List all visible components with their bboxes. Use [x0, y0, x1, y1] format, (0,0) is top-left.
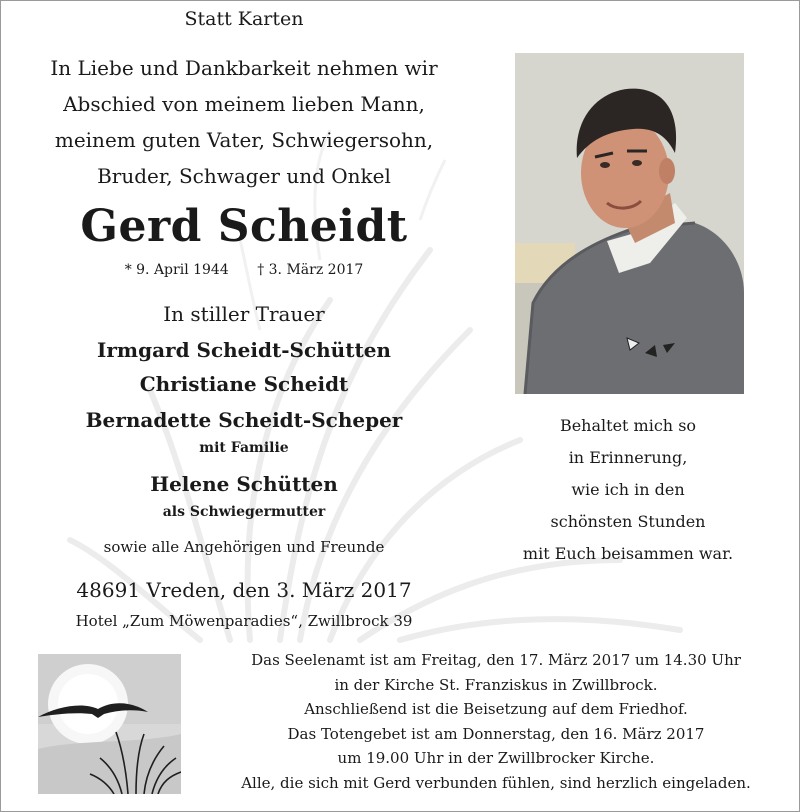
- intro-line: In Liebe und Dankbarkeit nehmen wir: [50, 56, 438, 80]
- quote-line: schönsten Stunden: [550, 512, 706, 531]
- death-date: † 3. März 2017: [257, 262, 364, 278]
- mourner-note: als Schwiegermutter: [162, 504, 326, 520]
- mourner-note: mit Familie: [199, 440, 289, 456]
- announcement-line: Das Seelenamt ist am Freitag, den 17. März 2017 um 14.30 Uhr: [251, 651, 741, 669]
- announcement-line: Anschließend ist die Beisetzung auf dem Friedhof.: [304, 700, 688, 718]
- intro-text: [14, 50, 474, 194]
- announcement-line: Das Totengebet ist am Donnerstag, den 16. März 2017: [287, 724, 705, 743]
- deceased-name: Gerd Scheidt: [80, 201, 408, 252]
- quote-line: wie ich in den: [571, 480, 685, 499]
- header-statt-karten: Statt Karten: [184, 8, 304, 30]
- mourner-name: Helene Schütten: [150, 472, 338, 496]
- funeral-announcement: [200, 648, 792, 795]
- mourning-intro: In stiller Trauer: [163, 302, 325, 326]
- mourner-name: Bernadette Scheidt-Scheper: [85, 408, 403, 432]
- place-date: 48691 Vreden, den 3. März 2017: [76, 578, 412, 602]
- mourner-name: Christiane Scheidt: [139, 372, 349, 396]
- quote: [506, 410, 750, 570]
- life-dates: [14, 262, 474, 278]
- mourner-name: Irmgard Scheidt-Schütten: [97, 338, 391, 362]
- portrait-photo: [515, 53, 744, 394]
- announcement-line: in der Kirche St. Franziskus in Zwillbrock.: [334, 675, 658, 694]
- quote-line: Behaltet mich so: [559, 416, 697, 435]
- others-line: sowie alle Angehörigen und Freunde: [103, 538, 385, 556]
- quote-line: in Erinnerung,: [568, 448, 688, 467]
- announcement-line: Alle, die sich mit Gerd verbunden fühlen, sind herzlich eingeladen.: [241, 773, 751, 792]
- intro-line: meinem guten Vater, Schwiegersohn,: [54, 128, 434, 152]
- address: Hotel „Zum Möwenparadies“, Zwillbrock 39: [75, 612, 413, 630]
- announcement-line: um 19.00 Uhr in der Zwillbrocker Kirche.: [337, 749, 655, 767]
- intro-line: Bruder, Schwager und Onkel: [97, 164, 391, 188]
- birth-date: * 9. April 1944: [124, 262, 229, 278]
- intro-line: Abschied von meinem lieben Mann,: [63, 92, 425, 116]
- bird-sunset-image: [38, 654, 181, 794]
- quote-line: mit Euch beisammen war.: [522, 544, 734, 563]
